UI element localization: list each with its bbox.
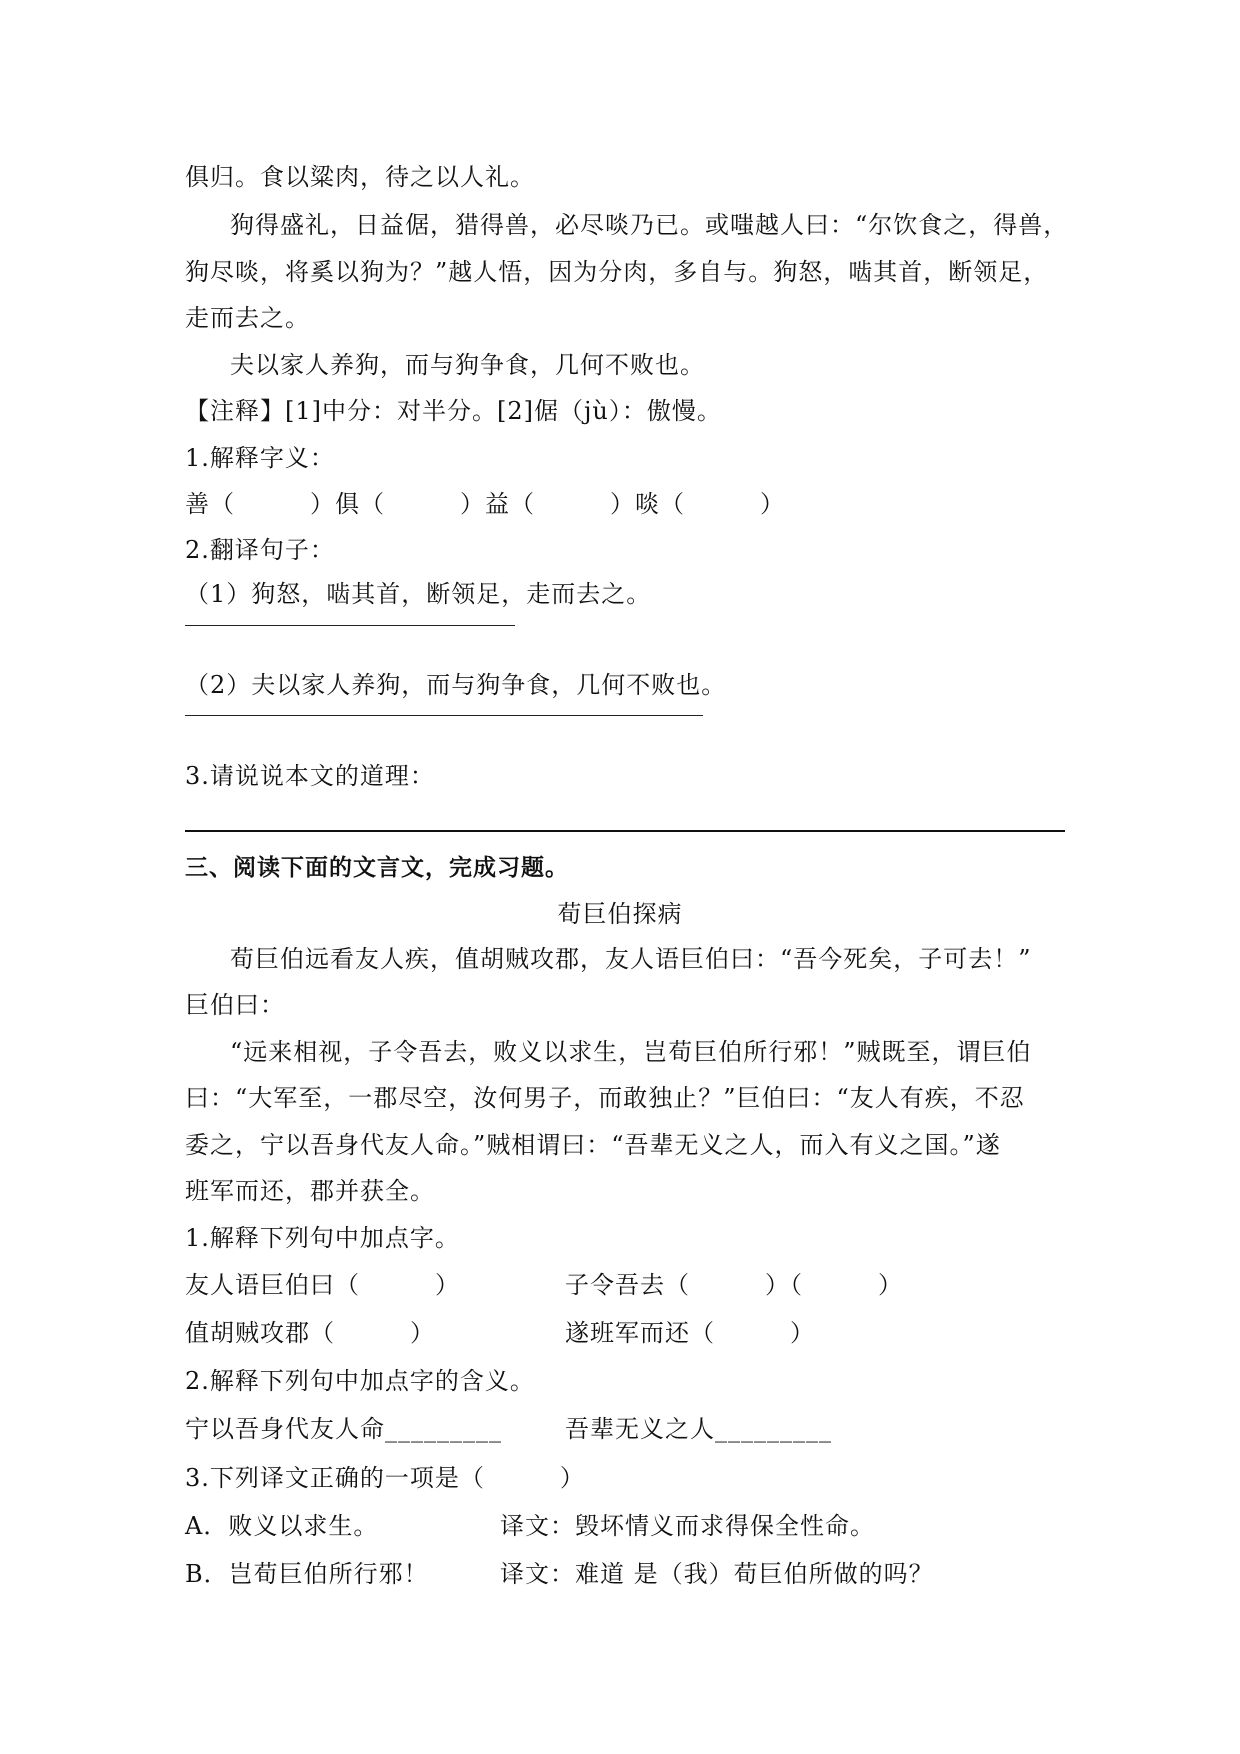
passage-line: 巨伯曰： [185, 991, 285, 1019]
translation-sentence: （1）狗怒，啮其首，断领足，走而去之。 [185, 580, 652, 608]
translation-sentence: （2）夫以家人养狗，而与狗争食，几何不败也。 [185, 671, 727, 699]
vocab-item: 友人语巨伯曰（ ） [185, 1271, 460, 1299]
answer-line [185, 625, 515, 626]
vocab-item: 遂班军而还（ ） [565, 1319, 815, 1347]
passage-line: 班军而还，郡并获全。 [185, 1177, 435, 1205]
passage-line: 狗得盛礼，日益倨，猎得兽，必尽啖乃已。或嗤越人曰：“尔饮食之，得兽， [230, 211, 1069, 239]
passage-line: 荀巨伯远看友人疾，值胡贼攻郡，友人语巨伯曰：“吾今死矣，子可去！” [230, 945, 1032, 973]
option-b-translation: 译文：难道 是（我）荀巨伯所做的吗？ [500, 1560, 934, 1588]
passage-line: 狗尽啖，将奚以狗为？”越人悟，因为分肉，多自与。狗怒，啮其首，断领足， [185, 258, 1049, 286]
passage-line: 俱归。食以粱肉，待之以人礼。 [185, 163, 535, 191]
question-label: 1.解释下列句中加点字。 [185, 1224, 460, 1252]
option-a: A．败义以求生。 [185, 1512, 379, 1540]
annotation-note: 【注释】[1]中分：对半分。[2]倨（jù）：傲慢。 [185, 397, 722, 425]
vocab-item: 子令吾去（ ）（ ） [565, 1271, 903, 1299]
vocab-item: 值胡贼攻郡（ ） [185, 1319, 435, 1347]
passage-line: 曰：“大军至，一郡尽空，汝何男子，而敢独止？”巨伯曰：“友人有疾，不忍 [185, 1084, 1025, 1112]
question-label: 3.下列译文正确的一项是（ ） [185, 1464, 585, 1492]
answer-line [185, 715, 703, 716]
section-heading: 三、阅读下面的文言文，完成习题。 [185, 855, 569, 881]
passage-line: 夫以家人养狗，而与狗争食，几何不败也。 [230, 351, 705, 379]
option-b: B．岂荀巨伯所行邪！ [185, 1560, 429, 1588]
vocab-item: 宁以吾身代友人命_________ [185, 1415, 502, 1443]
passage-line: 走而去之。 [185, 304, 310, 332]
answer-line [185, 830, 1065, 832]
passage-line: 委之，宁以吾身代友人命。”贼相谓曰：“吾辈无义之人，而入有义之国。”遂 [185, 1131, 1001, 1159]
passage-line: “远来相视，子令吾去，败义以求生，岂荀巨伯所行邪！”贼既至，谓巨伯 [230, 1038, 1032, 1066]
fill-in-blanks: 善（ ）俱（ ）益（ ）啖（ ） [185, 490, 785, 518]
option-a-translation: 译文：毁坏情义而求得保全性命。 [500, 1512, 875, 1540]
question-label: 3.请说说本文的道理： [185, 762, 435, 790]
question-label: 2.翻译句子： [185, 536, 335, 564]
passage-title: 荀巨伯探病 [557, 900, 683, 928]
vocab-item: 吾辈无义之人_________ [565, 1415, 832, 1443]
question-label: 2.解释下列句中加点字的含义。 [185, 1367, 535, 1395]
question-label: 1.解释字义： [185, 444, 335, 472]
